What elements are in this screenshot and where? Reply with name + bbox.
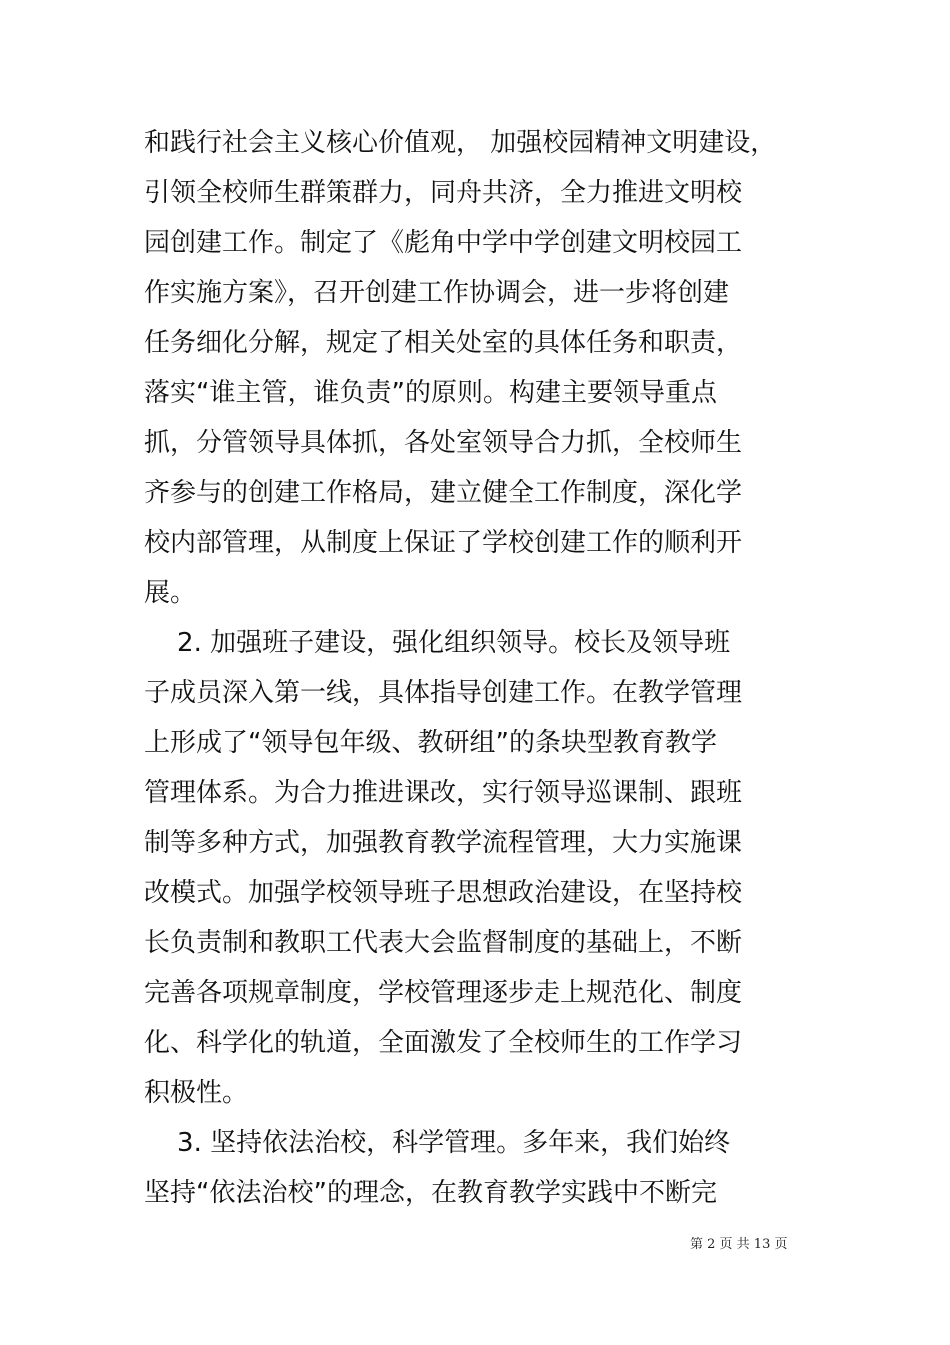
text-line: 展。 — [144, 578, 197, 608]
text-line: 抓，分管领导具体抓，各处室领导合力抓，全校师生 — [144, 428, 743, 458]
paragraph-2-first-line: 2. 加强班子建设，强化组织领导。校长及领导班 — [144, 628, 731, 658]
text-line: 改模式。加强学校领导班子思想政治建设，在坚持校 — [144, 878, 743, 908]
text-line: 化、科学化的轨道，全面激发了全校师生的工作学习 — [144, 1028, 743, 1058]
text-line: 长负责制和教职工代表大会监督制度的基础上，不断 — [144, 928, 743, 958]
text-line: 坚持“依法治校”的理念，在教育教学实践中不断完 — [144, 1178, 717, 1208]
text-line: 和践行社会主义核心价值观， 加强校园精神文明建设， — [144, 128, 777, 158]
text-line: 完善各项规章制度，学校管理逐步走上规范化、制度 — [144, 978, 743, 1008]
text-line: 制等多种方式，加强教育教学流程管理，大力实施课 — [144, 828, 743, 858]
text-line: 校内部管理，从制度上保证了学校创建工作的顺利开 — [144, 528, 743, 558]
text-line: 子成员深入第一线，具体指导创建工作。在教学管理 — [144, 678, 743, 708]
page-number-footer: 第 2 页 共 13 页 — [690, 1237, 788, 1252]
text-line: 落实“谁主管，谁负责”的原则。构建主要领导重点 — [144, 378, 717, 408]
text-line: 管理体系。为合力推进课改，实行领导巡课制、跟班 — [144, 778, 743, 808]
text-line: 任务细化分解，规定了相关处室的具体任务和职责， — [144, 328, 743, 358]
text-line: 齐参与的创建工作格局，建立健全工作制度，深化学 — [144, 478, 743, 508]
text-line: 引领全校师生群策群力，同舟共济，全力推进文明校 — [144, 178, 743, 208]
text-line: 上形成了“领导包年级、教研组”的条块型教育教学 — [144, 728, 717, 758]
paragraph-3-first-line: 3. 坚持依法治校，科学管理。多年来，我们始终 — [144, 1128, 731, 1158]
text-line: 积极性。 — [144, 1078, 249, 1108]
text-line: 园创建工作。制定了《彪角中学中学创建文明校园工 — [144, 228, 743, 258]
text-line: 作实施方案》，召开创建工作协调会，进一步将创建 — [144, 278, 730, 308]
